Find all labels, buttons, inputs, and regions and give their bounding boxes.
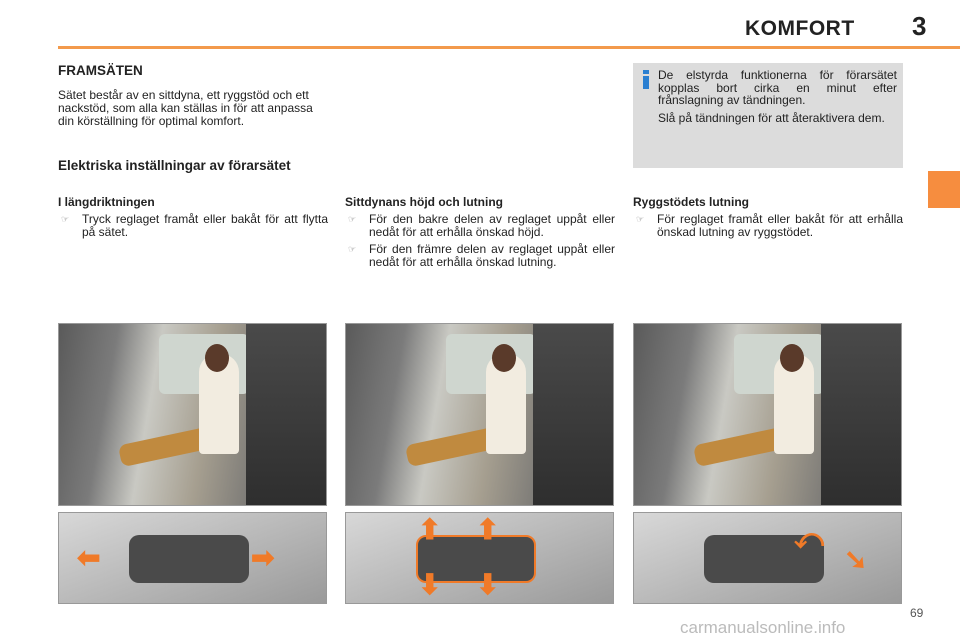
- chapter-title: KOMFORT: [745, 17, 855, 40]
- column-backrest: [633, 195, 903, 243]
- arrow-up-icon: ⬆: [476, 514, 500, 545]
- intro-text: Sätet består av en sittdyna, ett ryggstöd och ett nackstöd, som alla kan ställas in för att anpassa din körställning för optimal komfort.: [58, 88, 313, 128]
- pointing-hand-icon: ☞: [348, 244, 357, 254]
- column-heading: Sittdynans höjd och lutning: [345, 195, 503, 209]
- info-box: [633, 63, 903, 168]
- column-cushion: [345, 195, 615, 273]
- arrow-down-icon: ⬇: [418, 569, 442, 600]
- bullet-item: ☞ För den bakre delen av reglaget uppåt eller nedåt för att erhålla önskad höjd.: [345, 213, 615, 238]
- pointing-hand-icon: ☞: [348, 214, 357, 224]
- bullet-item: ☞ För reglaget framåt eller bakåt för att erhålla önskad lutning av ryggstödet.: [633, 213, 903, 238]
- header-rule: [58, 46, 960, 49]
- chapter-number: 3: [912, 11, 927, 41]
- rotate-arrow-icon: ⤺: [794, 523, 824, 554]
- seat-illustration-1: [58, 323, 327, 506]
- column-heading: Ryggstödets lutning: [633, 195, 749, 209]
- info-icon: [643, 70, 649, 89]
- column-length: [58, 195, 328, 243]
- pointing-hand-icon: ☞: [636, 214, 645, 224]
- control-illustration-backrest: [633, 512, 902, 604]
- arrow-up-icon: ⬆: [418, 514, 442, 545]
- arrow-icon: ➘: [844, 544, 868, 575]
- info-text: Slå på tändningen för att återaktivera dem.: [658, 110, 885, 125]
- info-text: De elstyrda funktionerna för förarsätet kopplas bort cirka en minut efter frånslagning av tändningen.: [658, 68, 897, 107]
- pointing-hand-icon: ☞: [61, 214, 70, 224]
- arrow-right-icon: ➡: [251, 542, 275, 573]
- bullet-item: ☞ Tryck reglaget framåt eller bakåt för att flytta på sätet.: [58, 213, 328, 238]
- arrow-down-icon: ⬇: [476, 569, 500, 600]
- chapter-tab: [928, 171, 960, 208]
- bullet-item: ☞ För den främre delen av reglaget uppåt eller nedåt för att erhålla önskad lutning.: [345, 243, 615, 268]
- control-illustration-cushion: [345, 512, 614, 604]
- seat-illustration-3: [633, 323, 902, 506]
- subsection-title: Elektriska inställningar av förarsätet: [58, 158, 291, 173]
- seat-illustration-2: [345, 323, 614, 506]
- arrow-left-icon: ⬅: [77, 542, 101, 573]
- control-illustration-length: [58, 512, 327, 604]
- column-heading: I längdriktningen: [58, 195, 155, 209]
- page-number: 69: [910, 606, 924, 620]
- section-title: FRAMSÄTEN: [58, 63, 143, 78]
- watermark: carmanualsonline.info: [680, 618, 846, 637]
